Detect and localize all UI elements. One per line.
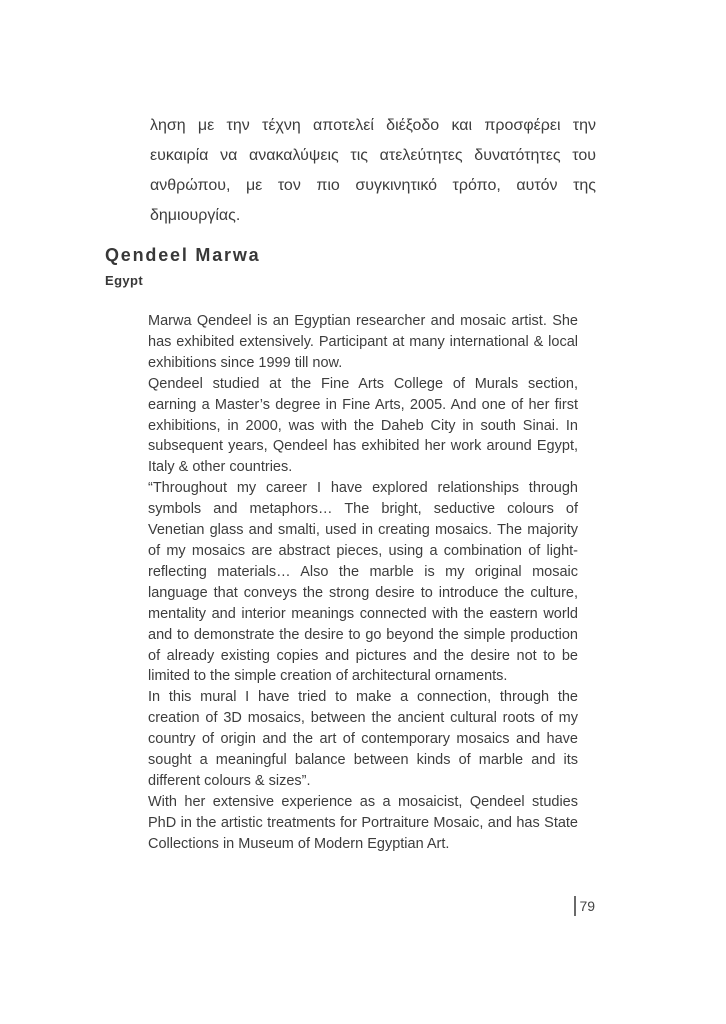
bio-paragraph: Qendeel studied at the Fine Arts College of Murals section, earning a Master’s degree in Fine Arts, 2005. And one of her first exhibitions, in 2000, was with the Daheb City in south Sinai. In subsequent years, Qendeel has exhibited her work around Egypt, Italy & other countries.: [148, 375, 578, 476]
bio-paragraph: Marwa Qendeel is an Egyptian researcher and mosaic artist. She has exhibited extensively. Participant at many international & local exhibitions since 1999 till now.: [148, 313, 578, 371]
bio-paragraph: With her extensive experience as a mosaicist, Qendeel studies PhD in the artistic treatments for Portraiture Mosaic, and has State Collections in Museum of Modern Egyptian Art.: [148, 793, 578, 852]
page-number: [574, 896, 595, 916]
intro-greek-paragraph: ληση με την τέχνη αποτελεί διέξοδο και προσφέρει την ευκαιρία να ανακαλύψεις τις ατελεύτητες δυνατότητες του ανθρώπου, με τον πιο συγκινητικό τρόπο, αυτόν της δημιουργίας.: [150, 117, 596, 224]
artist-country-label: Egypt: [105, 272, 144, 288]
page-number-divider: [574, 896, 576, 916]
artist-header: [105, 245, 260, 288]
page-number-value: 79: [579, 898, 596, 914]
artist-name-heading: Qendeel Marwa: [105, 245, 261, 265]
bio-paragraph: In this mural I have tried to make a connection, through the creation of 3D mosaics, between the ancient cultural roots of my country of origin and the art of contemporary mosaics and have sought a meaningful balance between kinds of marble and its different colours & sizes”.: [148, 689, 578, 789]
artist-bio: [148, 311, 578, 855]
bio-paragraph: “Throughout my career I have explored relationships through symbols and metaphors… The bright, seductive colours of Venetian glass and smalti, used in creating mosaics. The majority of my mosaics are abstract pieces, using a combination of light-reflecting materials… Also the marble is my original mosaic language that conveys the strong desire to introduce the culture, mentality and interior meanings connected with the eastern world and to demonstrate the desire to go beyond the simple production of already existing copies and pictures and the desire not to be limited to the simple creation of architectural ornaments.: [148, 480, 578, 685]
